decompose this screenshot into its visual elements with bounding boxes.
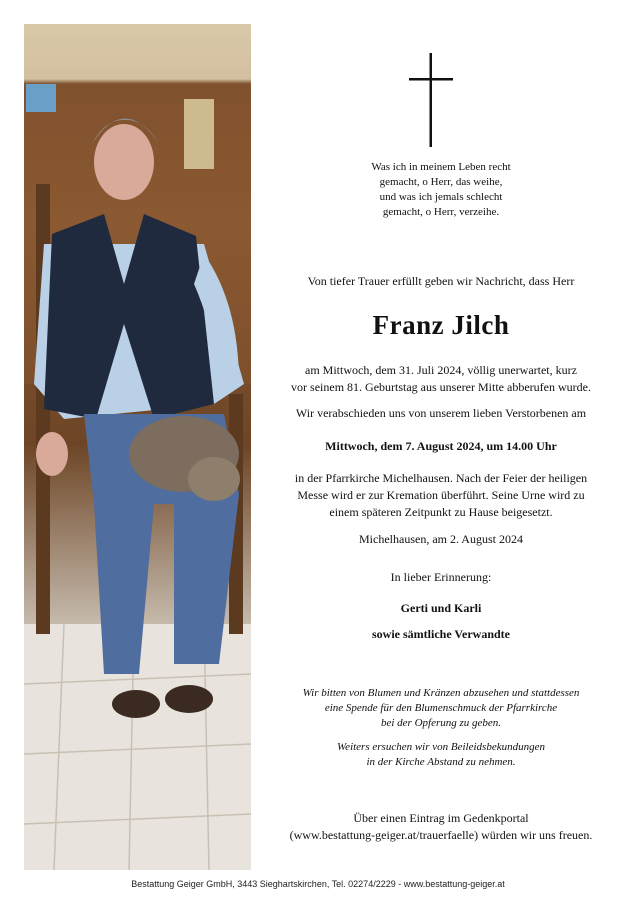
footer-company-info: Bestattung Geiger GmbH, 3443 Sieghartskirchen, Tel. 02274/2229 - www.bestattung-geiger.at — [131, 879, 505, 889]
portal-line: (www.bestattung-geiger.at/trauerfaelle) würden wir uns freuen. — [289, 828, 593, 842]
condolences-line: Weiters ersuchen wir von Beileidsbekundungen — [337, 741, 545, 753]
mourners: Gerti und Karli — [400, 601, 482, 615]
condolences-request — [263, 740, 619, 770]
verse-line: Was ich in meinem Leben recht — [371, 161, 511, 173]
farewell-text: Wir verabschieden uns von unserem lieben Verstorbenen am — [295, 406, 587, 420]
flowers-line: eine Spende für den Blumenschmuck der Pfarrkirche — [324, 702, 558, 714]
relatives: sowie sämtliche Verwandte — [372, 627, 510, 641]
ceremony-line: in der Pfarrkirche Michelhausen. Nach der Feier der heiligen — [294, 471, 588, 485]
announcement-line: vor seinem 81. Geburtstag aus unserer Mitte abberufen wurde. — [291, 380, 591, 394]
verse-line: gemacht, o Herr, das weihe, — [379, 176, 503, 188]
place-date: Michelhausen, am 2. August 2024 — [359, 532, 523, 546]
portrait-photo — [24, 24, 251, 870]
verse-line: und was ich jemals schlecht — [379, 191, 503, 203]
ceremony-details — [263, 470, 619, 521]
flowers-line: bei der Opferung zu geben. — [380, 717, 502, 729]
deceased-name: Franz Jilch — [372, 310, 510, 340]
flowers-line: Wir bitten von Blumen und Kränzen abzusehen und stattdessen — [302, 687, 580, 699]
portal-line: Über einen Eintrag im Gedenkportal — [353, 811, 529, 825]
verse — [263, 160, 619, 220]
flowers-request — [263, 686, 619, 731]
ceremony-line: Messe wird er zur Kremation überführt. Seine Urne wird zu — [297, 488, 585, 502]
ceremony-date: Mittwoch, dem 7. August 2024, um 14.00 Uhr — [325, 439, 557, 453]
portrait-illustration — [24, 24, 251, 870]
ceremony-line: einem späteren Zeitpunkt zu Hause beigesetzt. — [329, 505, 553, 519]
memory-label: In lieber Erinnerung: — [390, 570, 492, 584]
intro-text: Von tiefer Trauer erfüllt geben wir Nachricht, dass Herr — [307, 274, 575, 288]
memorial-portal-note — [263, 810, 619, 844]
announcement-line: am Mittwoch, dem 31. Juli 2024, völlig unerwartet, kurz — [305, 363, 577, 377]
condolences-line: in der Kirche Abstand zu nehmen. — [366, 756, 516, 768]
death-announcement — [263, 362, 619, 396]
verse-line: gemacht, o Herr, verzeihe. — [382, 206, 500, 218]
cross-icon — [409, 53, 453, 147]
